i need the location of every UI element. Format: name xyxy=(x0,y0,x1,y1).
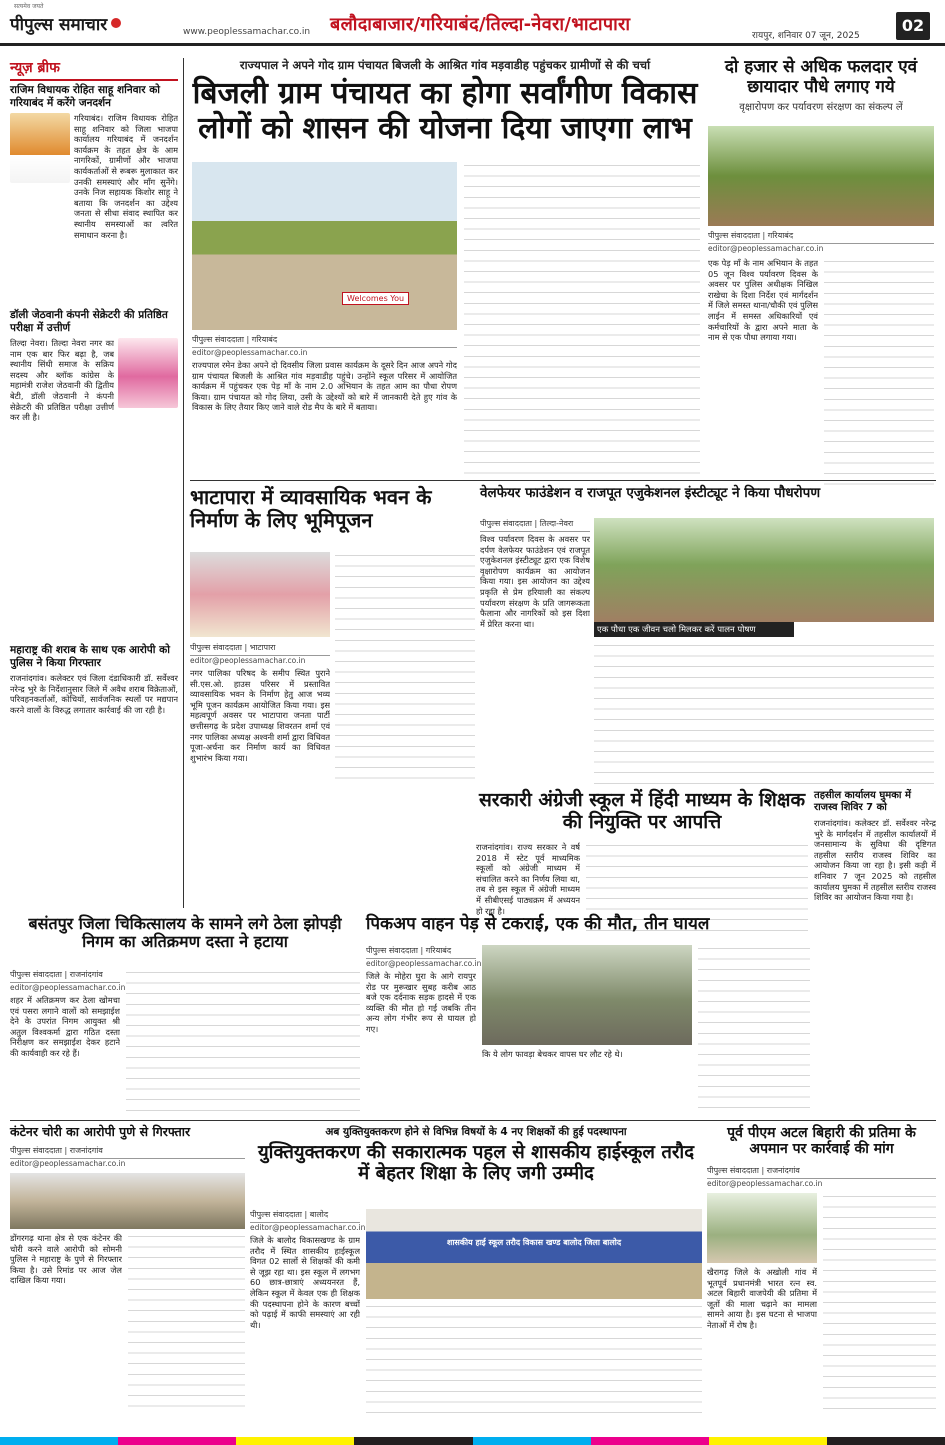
teachers-byline: पीपुल्स संवाददाता | बालोद xyxy=(250,1209,360,1223)
bhatapara-headline: भाटापारा में व्यावसायिक भवन के निर्माण के लिए भूमिपूजन xyxy=(190,485,432,532)
basantpur-byline-name: पीपुल्स संवाददाता xyxy=(10,970,62,979)
teachers-story xyxy=(250,1125,702,1425)
basantpur-headline: बसंतपुर जिला चिकित्सालय के सामने लगे ठेला झोपड़ी निगम का अतिक्रमण दस्ता ने हटाया xyxy=(28,914,342,952)
welfare-byline-place: तिल्दा-नेवरा xyxy=(539,519,574,528)
bhatapara-byline: पीपुल्स संवाददाता | भाटापारा xyxy=(190,642,330,656)
print-color-strip xyxy=(0,1437,945,1445)
atal-byline: पीपुल्स संवाददाता | राजनांदगांव xyxy=(707,1165,936,1179)
teachers-byline-place: बालोद xyxy=(309,1210,329,1219)
container-story xyxy=(10,1125,245,1425)
school-signboard: शासकीय हाई स्कूल तरौद विकास खण्ड बालोद जिला बालोद xyxy=(446,1238,622,1247)
brief-3-text: राजनांदगांव। कलेक्टर एवं जिला दंडाधिकारी डॉ. सर्वेश्वर नरेन्द्र भुरे के निर्देशानुसार जिले में अवैध शराब विक्रेताओं, परिवहनकर्ताओं, कोचियों, सार्वजनिक स्थलों पर मद्यपान करने वालों के विरुद्ध लगातार कार्रवाई की जा रही है। xyxy=(10,673,178,715)
atal-continued-text xyxy=(823,1193,936,1415)
brand-name: पीपुल्स समाचार xyxy=(10,14,108,35)
container-email[interactable]: editor@peoplessamachar.co.in xyxy=(10,1159,126,1168)
container-byline-name: पीपुल्स संवाददाता xyxy=(10,1146,62,1155)
plantation-photo xyxy=(708,126,934,226)
lead-email[interactable]: editor@peoplessamachar.co.in xyxy=(192,348,308,357)
bhatapara-story xyxy=(190,486,475,786)
brand-tagline: सत्यमेव जयते xyxy=(14,3,44,10)
website-url[interactable]: www.peoplessamachar.co.in xyxy=(183,27,311,37)
masthead xyxy=(0,0,945,46)
english-school-headline: सरकारी अंग्रेजी स्कूल में हिंदी माध्यम के शिक्षक की नियुक्ति पर आपत्ति xyxy=(478,789,806,833)
container-body: डोंगरगढ़ थाना क्षेत्र से एक कंटेनर की चोरी करने वाले आरोपी को सोमनी पुलिस ने महाराष्ट्र के पुणे से गिरफ्तार किया है। उसे रिमांड पर आज जेल दाखिल किया गया। xyxy=(10,1233,122,1286)
news-brief-label: न्यूज़ ब्रीफ xyxy=(10,58,178,81)
teachers-kicker: अब युक्तियुक्तकरण होने से विभिन्न विषयों के 4 नए शिक्षकों की हुई पदस्थापना xyxy=(325,1126,627,1138)
welfare-story xyxy=(480,486,936,786)
basantpur-continued-text xyxy=(126,969,360,1115)
column-rule xyxy=(183,58,184,908)
brief-2-title: डॉली जेठवानी कंपनी सेक्रेटरी की प्रतिष्ठित परीक्षा में उत्तीर्ण xyxy=(10,309,168,334)
brief-2-text: तिल्दा नेवरा। तिल्दा नेवरा नगर का नाम एक बार फिर बढ़ा है, जब स्थानीय सिंधी समाज के सक्रिय सदस्य और ब्लॉक कांग्रेस के महामंत्री राजेश जेठवानी की द्वितीय बेटी, डॉली जेठवानी ने कंपनी सेक्रेटरी की प्रतिष्ठित परीक्षा उत्तीर्ण कर ली है। xyxy=(10,338,114,423)
teachers-headline: युक्तियुक्तकरण की सकारात्मक पहल से शासकीय हाईस्कूल तरौद में बेहतर शिक्षा के लिए जगी उम्मीद xyxy=(257,1142,695,1185)
atal-byline-name: पीपुल्स संवाददाता xyxy=(707,1166,759,1175)
welfare-caption: एक पौधा एक जीवन चलो मिलकर करें पालन पोषण xyxy=(594,622,794,637)
teachers-byline-name: पीपुल्स संवाददाता xyxy=(250,1210,302,1219)
plantation-headline: दो हजार से अधिक फलदार एवं छायादार पौधे लगाए गये xyxy=(724,57,918,97)
brief-1-title: राजिम विधायक रोहित साहू शनिवार को गरियाबंद में करेंगे जनदर्शन xyxy=(10,84,160,109)
tehsil-story xyxy=(814,790,936,1170)
pickup-byline-place: गरियाबंद xyxy=(425,946,452,955)
atal-story xyxy=(707,1125,936,1425)
pickup-continued-text xyxy=(698,945,810,1115)
lead-kicker: राज्यपाल ने अपने गोद ग्राम पंचायत बिजली के आश्रित गांव मड़वाडीह पहुंचकर ग्रामीणों से की चर्चा xyxy=(239,58,651,72)
welfare-byline-name: पीपुल्स संवाददाता xyxy=(480,519,532,528)
atal-byline-place: राजनांदगांव xyxy=(766,1166,800,1175)
welfare-continued-text xyxy=(594,642,934,784)
plantation-byline-name: पीपुल्स संवाददाता xyxy=(708,231,760,240)
container-continued-text xyxy=(128,1233,245,1413)
container-headline: कंटेनर चोरी का आरोपी पुणे से गिरफ्तार xyxy=(10,1124,191,1139)
plantation-subhead: वृक्षारोपण कर पर्यावरण संरक्षण का संकल्प लें xyxy=(739,102,903,114)
atal-photo xyxy=(707,1193,817,1263)
teachers-photo xyxy=(366,1209,702,1299)
basantpur-byline-place: राजनांदगांव xyxy=(69,970,103,979)
pickup-byline-name: पीपुल्स संवाददाता xyxy=(366,946,418,955)
welfare-photo xyxy=(594,518,934,622)
plantation-byline: पीपुल्स संवाददाता | गरियाबंद xyxy=(708,230,934,244)
section-rule-lower xyxy=(10,1120,936,1121)
bhatapara-continued-text xyxy=(335,552,475,782)
dateline: रायपुर, शनिवार 07 जून, 2025 xyxy=(752,31,860,41)
welfare-byline: पीपुल्स संवाददाता | तिल्दा-नेवरा xyxy=(480,518,590,532)
lead-body: राज्यपाल रमेन डेका अपने दो दिवसीय जिला प्रवास कार्यक्रम के दूसरे दिन आज अपने गोद ग्राम पंचायत बिजली के आश्रित गांव मड़वाडीह पहुंचे। उन्होंने स्कूल परिसर में आयोजित कार्यक्रम में पहुंचकर एक पेड़ माँ के नाम 2.0 अभियान के तहत आम का पौधा रोपण किया। ग्राम पंचायत को गोद लिया, उसी के उद्देश्यों को बारे में जानकारी देते हुए गांव के विकास के लिए तैयार किए जाने वाले रोड मैप के बारे में बताया। xyxy=(192,360,457,413)
welcome-sign: Welcomes You xyxy=(342,292,409,305)
bhatapara-email[interactable]: editor@peoplessamachar.co.in xyxy=(190,656,306,665)
plantation-continued-text xyxy=(824,258,934,488)
bhatapara-body: नगर पालिका परिषद के समीप स्थित पुराने सी.एस.ओ. हाउस परिसर में प्रस्तावित व्यावसायिक भवन के निर्माण हेतु आज भव्य भूमि पूजन कार्यक्रम आयोजित किया गया। इस महत्वपूर्ण अवसर पर भाटापारा जनता पार्टी छत्तीसगढ़ के प्रदेश उपाध्यक्ष शिवरतन शर्मा एवं नगर पालिका अध्यक्ष अश्वनी शर्मा द्वारा विधिवत पूजा-अर्चना कर निर्माण कार्य का विधिवत शुभारंभ किया गया। xyxy=(190,668,330,763)
brand-logo[interactable] xyxy=(10,3,180,38)
pickup-photo xyxy=(482,945,692,1045)
brief-3-title: महाराष्ट्र की शराब के साथ एक आरोपी को पुलिस ने किया गिरफ्तार xyxy=(10,644,170,669)
pickup-caption: कि ये लोग फावड़ा बेचकर वापस घर लौट रहे थे। xyxy=(482,1049,623,1059)
plantation-body: एक पेड़ माँ के नाम अभियान के तहत 05 जून विश्व पर्यावरण दिवस के अवसर पर पुलिस अधीक्षक निखिल राखेचा के दिशा निर्देश एवं मार्गदर्शन में जिले समस्त थाना/चौकी एवं पुलिस लाईन में समस्त अधिकारियों एवं कर्मचारियों के द्वारा अपने माता के नाम से एक पौधा लगाया गया। xyxy=(708,258,818,343)
bhatapara-byline-place: भाटापारा xyxy=(249,643,276,652)
lead-photo xyxy=(192,162,457,330)
plantation-email[interactable]: editor@peoplessamachar.co.in xyxy=(708,244,824,253)
bhatapara-byline-name: पीपुल्स संवाददाता xyxy=(190,643,242,652)
basantpur-byline: पीपुल्स संवाददाता | राजनांदगांव xyxy=(10,969,120,983)
teachers-body: जिले के बालोद विकासखण्ड के ग्राम तरौद में स्थित शासकीय हाईस्कूल विगत 02 सालों से शिक्षकों की कमी से जूझ रहा था। इस स्कूल में लगभग 60 छात्र-छात्राएं अध्ययनरत हैं, लेकिन स्कूल में केवल एक ही शिक्षक की पदस्थापना होने के कारण बच्चों को पढ़ाई में काफी समस्याएं आ रही थी। xyxy=(250,1235,360,1330)
welfare-body: विश्व पर्यावरण दिवस के अवसर पर दर्पण वेलफेयर फाउंडेशन एवं राजपूत एजुकेशनल इंस्टीट्यूट द्वारा एक विशेष वृक्षारोपण कार्यक्रम का आयोजन किया गया। इस आयोजन का उद्देश्य प्रकृति से प्रेम हरियाली का संकल्प पर्यावरण संरक्षण के प्रति जागरूकता फैलाना और नागरिकों को इस दिशा में प्रेरित करना था। xyxy=(480,534,590,629)
lead-continued-text xyxy=(464,162,700,478)
basantpur-body: शहर में अतिक्रमण कर ठेला खोमचा एवं पसरा लगाने वालों को समझाईश देने के उपरांत निगम आयुक्त श्री अतुल विश्वकर्मा द्वारा गठित दस्ता निरीक्षण कर समझाईश देकर हटाने की कार्यवाही कर रहे हैं। xyxy=(10,995,120,1058)
container-byline-place: राजनांदगांव xyxy=(69,1146,103,1155)
lead-byline-name: पीपुल्स संवाददाता xyxy=(192,335,244,344)
pickup-email[interactable]: editor@peoplessamachar.co.in xyxy=(366,959,482,968)
atal-email[interactable]: editor@peoplessamachar.co.in xyxy=(707,1179,823,1188)
teachers-email[interactable]: editor@peoplessamachar.co.in xyxy=(250,1223,366,1232)
lead-byline: पीपुल्स संवाददाता | गरियाबंद xyxy=(192,334,457,348)
basantpur-email[interactable]: editor@peoplessamachar.co.in xyxy=(10,983,126,992)
bhatapara-photo xyxy=(190,552,330,637)
section-rule xyxy=(190,480,936,481)
tehsil-headline: तहसील कार्यालय घुमका में राजस्व शिविर 7 को xyxy=(814,790,911,813)
container-byline: पीपुल्स संवाददाता | राजनांदगांव xyxy=(10,1145,245,1159)
atal-headline: पूर्व पीएम अटल बिहारी की प्रतिमा के अपमान पर कार्रवाई की मांग xyxy=(727,1125,916,1158)
pickup-headline: पिकअप वाहन पेड़ से टकराई, एक की मौत, तीन घायल xyxy=(366,914,710,934)
pickup-body: जिले के मोहेरा घुरा के आगे रायपुर रोड पर मुरूखार सुबह करीब आठ बजे एक दर्दनाक सड़क हादसे में एक व्यक्ति की मौत हो गई जबकि तीन अन्य लोग गंभीर रूप से घायल हो गए। xyxy=(366,971,476,1034)
brief-2-photo xyxy=(118,338,178,408)
edition-cities: बलौदाबाजार/गरियाबंद/तिल्दा-नेवरा/भाटापारा xyxy=(330,14,631,35)
page-number: 02 xyxy=(896,12,930,40)
lead-byline-place: गरियाबंद xyxy=(251,335,278,344)
brief-1-photo xyxy=(10,113,70,183)
welfare-headline: वेलफेयर फाउंडेशन व राजपूत एजुकेशनल इंस्टीट्यूट ने किया पौधरोपण xyxy=(480,485,821,501)
pickup-byline: पीपुल्स संवाददाता | गरियाबंद xyxy=(366,945,476,959)
english-school-body: राजनांदगांव। राज्य सरकार ने वर्ष 2018 में स्टेट पूर्व माध्यमिक स्कूलों को अंग्रेजी माध्यम में संचालित करने का निर्णय लिया था, तब से इस स्कूल में अंग्रेजी माध्यम में सीबीएसई पाठ्यक्रम में अध्ययन हो रहा है। xyxy=(476,842,580,916)
atal-body: खैरागढ़ जिले के अखोली गांव में भूतपूर्व प्रधानमंत्री भारत रत्न स्व. अटल बिहारी वाजपेयी की प्रतिमा में जूतों की माला चढ़ाने का मामला सामने आया है। इस घटना से भाजपा नेताओं में रोष है। xyxy=(707,1267,817,1330)
plantation-byline-place: गरियाबंद xyxy=(767,231,794,240)
lead-story xyxy=(190,58,700,478)
tehsil-body: राजनांदगांव। कलेक्टर डॉ. सर्वेश्वर नरेन्द्र भुरे के मार्गदर्शन में तहसील कार्यालयों में जनसामान्य के सुविधा की दृष्टिगत तहसील स्तरीय राजस्व शिविर का आयोजन किया जा रहा है। इसी कड़ी में शनिवार 7 जून 2025 को तहसील कार्यालय घुमका में तहसील स्तरीय राजस्व शिविर का आयोजन किया गया है। xyxy=(814,818,936,903)
news-brief-column xyxy=(10,58,178,1058)
lead-headline: बिजली ग्राम पंचायत का होगा सर्वांगीण विकास लोगों को शासन की योजना दिया जाएगा लाभ xyxy=(192,76,698,146)
teachers-continued-text xyxy=(366,1303,702,1415)
plantation-story xyxy=(706,58,936,498)
container-photo xyxy=(10,1173,245,1229)
brief-1-text: गरियाबंद। राजिम विधायक रोहित साहू शनिवार को जिला भाजपा कार्यालय गरियाबंद में जनदर्शन कार्यक्रम के तहत क्षेत्र के आम नागरिकों, ग्रामीणों और भाजपा कार्यकर्ताओं से रूबरू मुलाकात कर उनकी समस्याएं और माँग सुनेंगे। उनके निज सहायक किशोर साहू ने बताया कि जनदर्शन का उद्देश्य जनता से सीधा संवाद स्थापित कर स्थानीय समस्याओं का त्वरित समाधान करना है। xyxy=(74,113,178,240)
logo-dot-icon xyxy=(111,18,121,28)
